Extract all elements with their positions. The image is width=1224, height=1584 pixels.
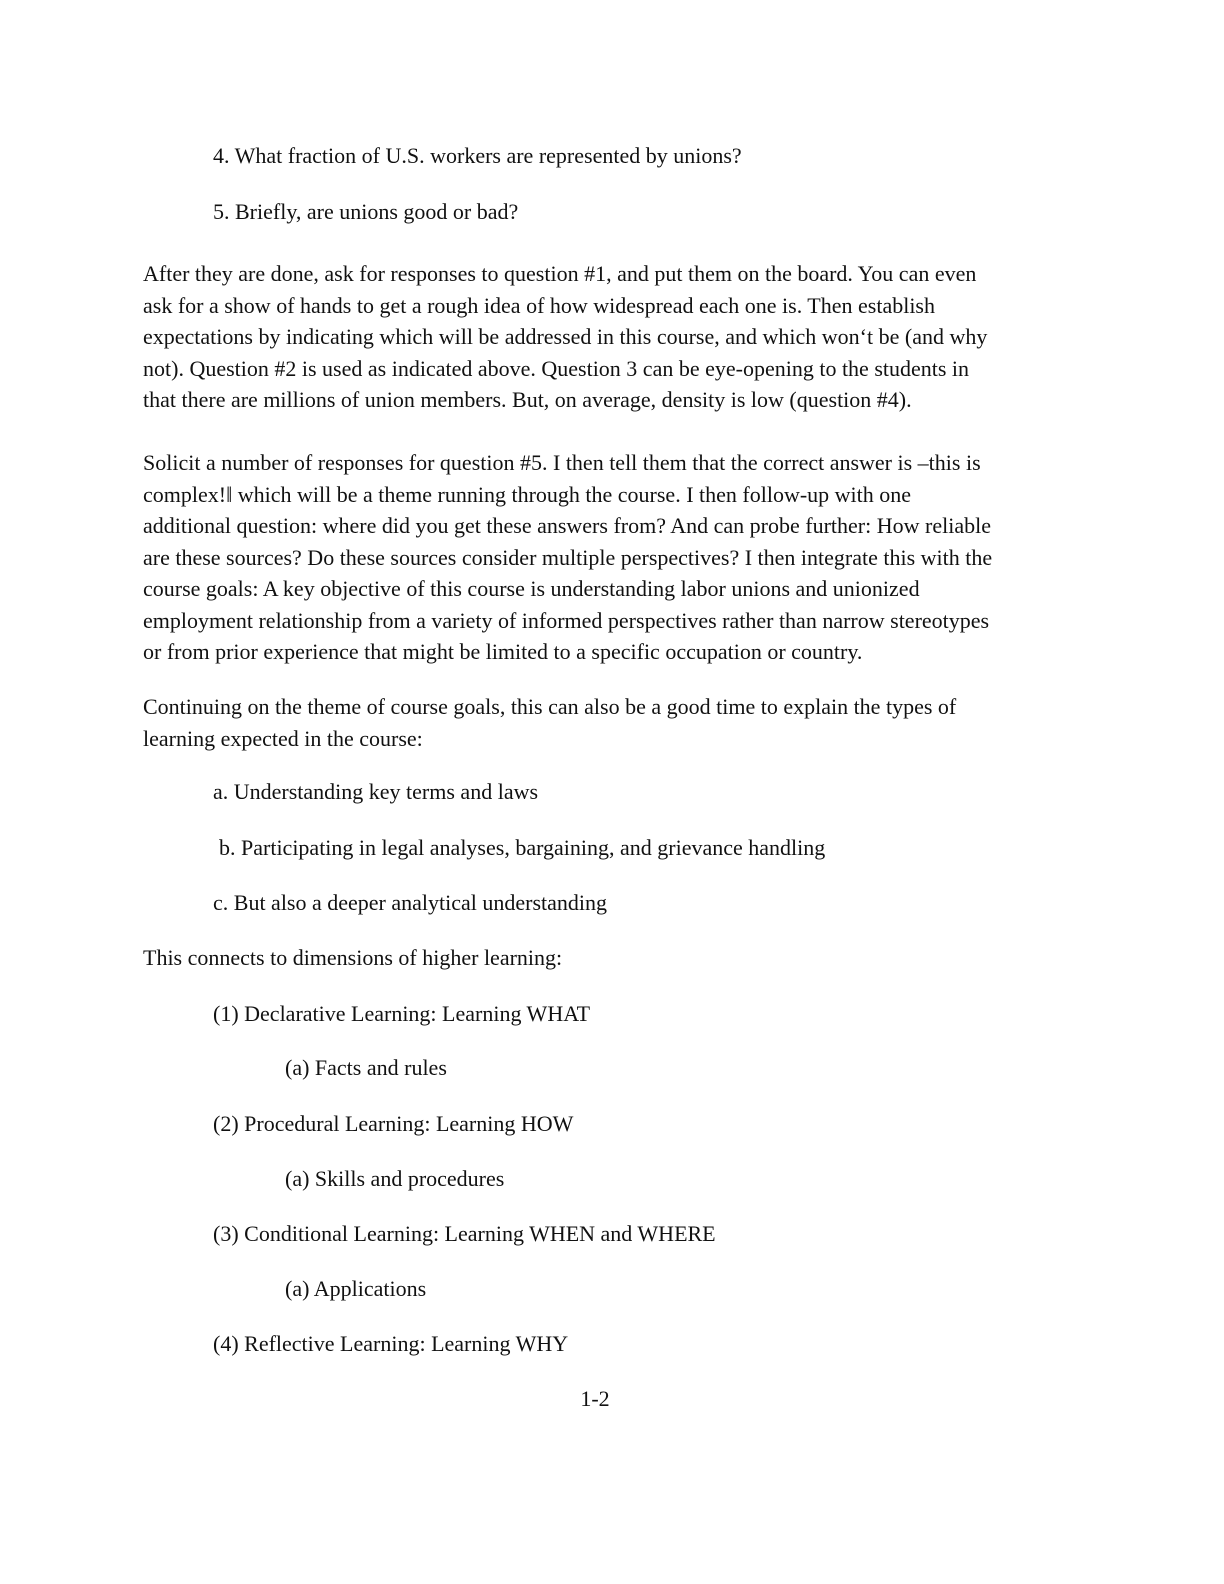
learning-type-c: c. But also a deeper analytical understanding	[213, 890, 608, 915]
paragraph-line: After they are done, ask for responses to question #1, and put them on the board. You can even	[143, 261, 977, 286]
dimension-4: (4) Reflective Learning: Learning WHY	[213, 1331, 569, 1356]
paragraph-line: are these sources? Do these sources consider multiple perspectives? I then integrate this with the	[143, 544, 993, 570]
paragraph-line: learning expected in the course:	[143, 725, 423, 751]
paragraph-line: course goals: A key objective of this course is understanding labor unions and unionized	[143, 576, 920, 601]
connects-text: This connects to dimensions of higher learning:	[143, 945, 563, 970]
learning-type-a: a. Understanding key terms and laws	[213, 779, 539, 804]
paragraph-solicit	[143, 447, 1073, 668]
paragraph-line: ask for a show of hands to get a rough idea of how widespread each one is. Then establish	[143, 292, 935, 318]
paragraph-line: Solicit a number of responses for question #5. I then tell them that the correct answer is –this is	[143, 450, 981, 475]
paragraph-line: complex!‖ which will be a theme running through the course. I then follow-up with one	[143, 481, 912, 507]
dimension-3: (3) Conditional Learning: Learning WHEN and WHERE	[213, 1221, 716, 1246]
question-5: 5. Briefly, are unions good or bad?	[213, 199, 519, 224]
dimension-2: (2) Procedural Learning: Learning HOW	[213, 1111, 574, 1136]
dimension-1-sub: (a) Facts and rules	[285, 1055, 447, 1080]
paragraph-course-goals	[143, 691, 1073, 754]
learning-type-b: b. Participating in legal analyses, bargaining, and grievance handling	[219, 835, 826, 860]
dimension-2-sub: (a) Skills and procedures	[285, 1166, 505, 1191]
question-4: 4. What fraction of U.S. workers are represented by unions?	[213, 143, 742, 168]
paragraph-line: that there are millions of union members. But, on average, density is low (question #4).	[143, 387, 912, 412]
dimension-1: (1) Declarative Learning: Learning WHAT	[213, 1001, 591, 1026]
paragraph-line: Continuing on the theme of course goals, this can also be a good time to explain the types of	[143, 694, 957, 719]
paragraph-line: or from prior experience that might be limited to a specific occupation or country.	[143, 639, 863, 664]
paragraph-line: not). Question #2 is used as indicated above. Question 3 can be eye-opening to the students in	[143, 355, 970, 381]
paragraph-responses	[143, 258, 1073, 416]
page-number: 1-2	[580, 1386, 610, 1411]
paragraph-line: expectations by indicating which will be addressed in this course, and which won‘t be (and why	[143, 324, 988, 349]
paragraph-line: employment relationship from a variety of informed perspectives rather than narrow stereotypes	[143, 607, 990, 633]
dimension-3-sub: (a) Applications	[285, 1276, 427, 1301]
paragraph-line: additional question: where did you get these answers from? And can probe further: How reliable	[143, 513, 991, 538]
